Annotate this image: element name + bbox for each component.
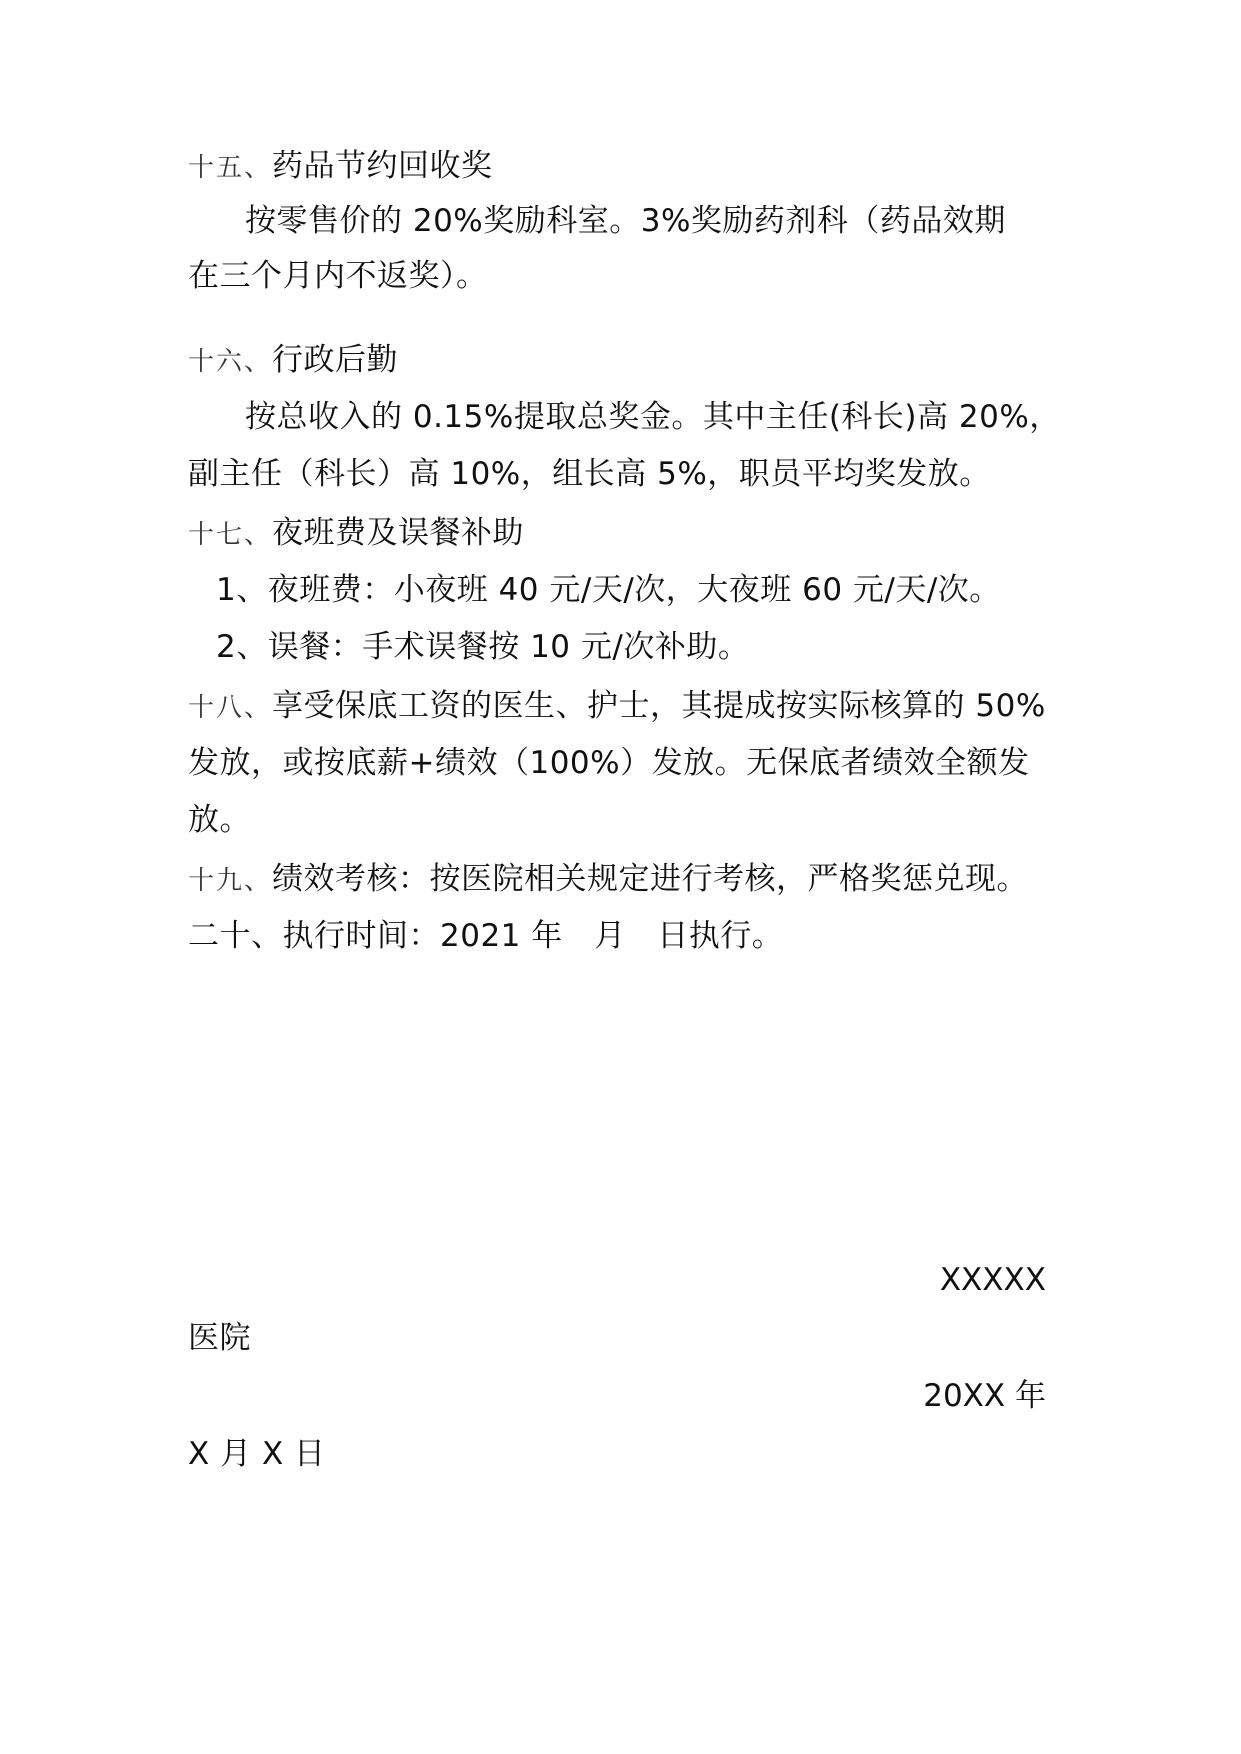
section-16-body-line-2: 副主任（科长）高 10%，组长高 5%，职员平均奖发放。 bbox=[188, 456, 991, 492]
section-18-number: 十八、 bbox=[188, 693, 273, 723]
section-17-item-2: 2、误餐：手术误餐按 10 元/次补助。 bbox=[216, 629, 750, 665]
section-16-title: 行政后勤 bbox=[272, 342, 399, 378]
section-18-text: 享受保底工资的医生、护士，其提成按实际核算的 50% bbox=[272, 688, 1046, 724]
signature-date-line-1: 20XX 年 bbox=[923, 1378, 1046, 1414]
section-19-text: 绩效考核：按医院相关规定进行考核，严格奖惩兑现。 bbox=[272, 861, 1029, 897]
section-18-line-1 bbox=[188, 686, 1046, 728]
section-15-heading bbox=[188, 146, 493, 188]
section-19-line bbox=[188, 859, 1028, 901]
signature-org-line-1: XXXXX bbox=[939, 1262, 1046, 1298]
section-18-line-2: 发放，或按底薪+绩效（100%）发放。无保底者绩效全额发 bbox=[188, 745, 1030, 781]
signature-date-line-2: X 月 X 日 bbox=[188, 1436, 326, 1472]
section-18-line-3: 放。 bbox=[188, 802, 251, 838]
section-16-body-line-1: 按总收入的 0.15%提取总奖金。其中主任(科长)高 20%， bbox=[245, 399, 1061, 435]
section-15-title: 药品节约回收奖 bbox=[272, 148, 493, 184]
section-16-heading bbox=[188, 340, 398, 382]
section-17-title: 夜班费及误餐补助 bbox=[272, 515, 525, 551]
section-20-line: 二十、执行时间：2021 年 月 日执行。 bbox=[188, 918, 784, 954]
section-17-number: 十七、 bbox=[188, 520, 273, 550]
section-15-body-line-2: 在三个月内不返奖）。 bbox=[188, 258, 488, 294]
section-17-item-1: 1、夜班费：小夜班 40 元/天/次，大夜班 60 元/天/次。 bbox=[216, 572, 1001, 608]
section-19-number: 十九、 bbox=[188, 866, 273, 896]
section-15-body-line-1: 按零售价的 20%奖励科室。3%奖励药剂科（药品效期 bbox=[245, 203, 1006, 239]
section-17-heading bbox=[188, 513, 524, 555]
signature-org-line-2: 医院 bbox=[188, 1320, 251, 1356]
section-16-number: 十六、 bbox=[188, 347, 273, 377]
section-15-number: 十五、 bbox=[188, 153, 273, 183]
